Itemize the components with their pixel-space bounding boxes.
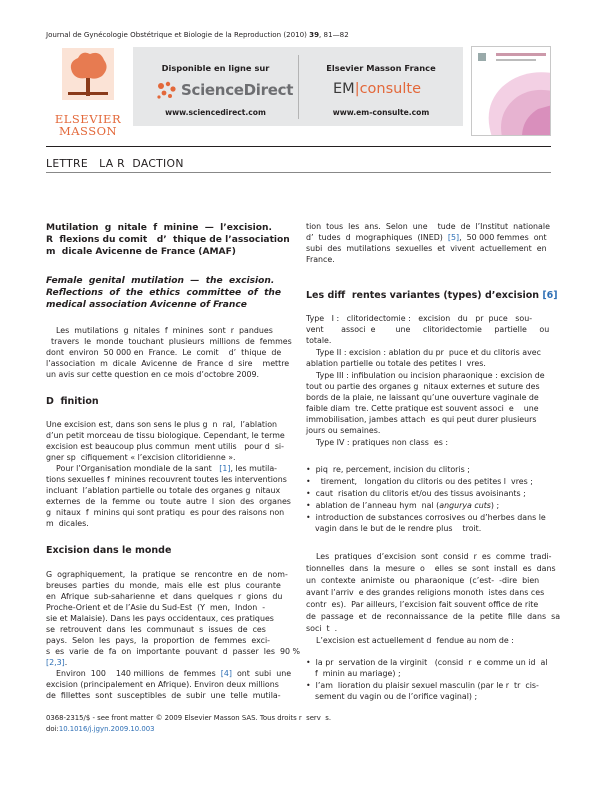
world-line: s es varie de fa on importante pouvant d passer les 90 % <box>46 647 301 656</box>
definition-line: incluant l’ablation partielle ou totale des organes g nitaux <box>46 486 281 495</box>
definition-line: Une excision est, dans son sens le plus g n ral, l’ablation <box>46 420 278 429</box>
section-rule <box>46 172 551 173</box>
variants-line: Type I : clitoridectomie : excision du pr puce sou- <box>306 314 533 323</box>
definition-line: externes de la femme ou toute autre l sion des organes <box>46 497 291 506</box>
world-line: [2,3]. <box>46 658 68 667</box>
section-heading: LETTRE LA R DACTION <box>46 157 184 170</box>
doi-link[interactable]: 10.1016/j.jgyn.2009.10.003 <box>58 725 155 733</box>
definition-line: Pour l’Organisation mondiale de la sant [1], les mutila- <box>46 464 278 473</box>
variants-line: Type IV : pratiques non class es : <box>306 438 448 447</box>
banner-right-title: Elsevier Masson France <box>326 63 436 73</box>
world-line: G ographiquement, la pratique se rencontre en de nom- <box>46 570 288 579</box>
bullet-item-cont: sement du vagin ou de l’orifice vaginal) ; <box>315 692 478 701</box>
bullet-item: • introduction de substances corrosives ou d’herbes dans le <box>306 513 546 522</box>
world-heading: Excision dans le monde <box>46 545 172 556</box>
availability-banner <box>133 47 463 126</box>
bullet-item: • piq re, percement, incision du clitoris ; <box>306 465 470 474</box>
right-line: France. <box>306 255 335 264</box>
definition-line: excision est beaucoup plus commun ment utilis pour d si- <box>46 442 284 451</box>
title-fr-2: R flexions du comit d’ thique de l’association <box>46 235 290 245</box>
title-en-3: medical association Avicenne of France <box>46 300 247 310</box>
title-en-2: Reflections of the ethics committee of the <box>46 288 282 298</box>
world-line: breuses parties du monde, mais elle est plus courante <box>46 581 281 590</box>
reference-link-4[interactable]: [4] <box>220 669 232 678</box>
practice-line: de passage et de reconnaissance de la petite fille dans sa <box>306 612 561 621</box>
bullet-item-cont: vagin dans le but de le rendre plus troit. <box>315 524 482 533</box>
variants-line: ablation partielle ou totale des petites l vres. <box>306 359 486 368</box>
em-consulte-url[interactable]: www.em-consulte.com <box>332 108 430 117</box>
bullet-item: • ablation de l’anneau hym nal (angurya cuts) ; <box>306 501 500 510</box>
world-line: Environ 100 140 millions de femmes [4] ont subi une <box>46 669 292 678</box>
journal-cover-thumbnail <box>471 46 551 136</box>
bullet-item-cont: f minin au mariage) ; <box>315 669 401 678</box>
elsevier-tree-icon <box>62 48 114 100</box>
variants-line: Type II : excision : ablation du pr puce et du clitoris avec <box>306 348 541 357</box>
world-line: pays. Selon les pays, la proportion de femmes exci- <box>46 636 271 645</box>
abstract-line: dont environ 50 000 en France. Le comit d’ thique de <box>46 348 282 357</box>
right-line: subi des mutilations sexuelles et vivent actuellement en <box>306 244 547 253</box>
right-line: d’ tudes d mographiques (INED) [5], 50 000 femmes ont <box>306 233 547 242</box>
banner-left-title: Disponible en ligne sur <box>161 63 270 73</box>
sciencedirect-url[interactable]: www.sciencedirect.com <box>165 108 266 117</box>
variants-line: bords de la plaie, ne laissant qu’une ouverture vaginale de <box>306 393 539 402</box>
world-line: de fillettes sont susceptibles de subir une telle mutila- <box>46 691 281 700</box>
world-line: Proche-Orient et de l’Asie du Sud-Est (Y men, Indon - <box>46 603 266 612</box>
practice-line: soci t . <box>306 624 338 633</box>
variants-line: totale. <box>306 336 332 345</box>
reference-link-5[interactable]: [5] <box>447 233 460 242</box>
variants-line: vent associ e une clitoridectomie partielle ou <box>306 325 550 334</box>
right-line: tion tous les ans. Selon une tude de l’Institut nationale <box>306 222 550 231</box>
definition-line: m dicales. <box>46 519 89 528</box>
header-rule <box>46 146 551 147</box>
practice-line: avant l’arriv e des grandes religions monoth istes dans ces <box>306 588 545 597</box>
practice-line: Les pratiques d’excision sont consid r es comme tradi- <box>306 552 552 561</box>
definition-line: tions sexuelles f minines recouvrent toutes les interventions <box>46 475 287 484</box>
practice-line: L’excision est actuellement d fendue au nom de : <box>306 636 514 645</box>
definition-line: gner sp cifiquement « l’excision clitoridienne ». <box>46 453 236 462</box>
definition-line: g nitaux f minins qui sont pratiqu es pour des raisons non <box>46 508 285 517</box>
reference-link-1[interactable]: [1] <box>219 464 231 473</box>
title-fr-1: Mutilation g nitale f minine — l’excision. <box>46 223 272 233</box>
abstract-line: l’association m dicale Avicenne de France d sire mettre <box>46 359 290 368</box>
bullet-item: • la pr servation de la virginit (consid r e comme un id al <box>306 658 548 667</box>
logo-line-1: ELSEVIER <box>54 112 122 126</box>
variants-line: Type III : infibulation ou incision pharaonique : excision de <box>306 371 545 380</box>
sciencedirect-wordmark: ScienceDirect <box>181 81 294 99</box>
bullet-item: • caut risation du clitoris et/ou des tissus avoisinants ; <box>306 489 526 498</box>
variants-line: jours ou semaines. <box>306 426 381 435</box>
reference-link-6[interactable]: [6] <box>542 290 558 301</box>
variants-heading: Les diff rentes variantes (types) d’excision [6] <box>306 290 558 301</box>
title-fr-3: m dicale Avicenne de France (AMAF) <box>46 247 236 257</box>
world-line: se retrouvent dans les communaut s issues de ces <box>46 625 266 634</box>
journal-citation: Journal de Gynécologie Obstétrique et Biologie de la Reproduction (2010) 39, 81—82 <box>46 30 349 39</box>
reference-link-2-3[interactable]: [2,3] <box>46 658 65 667</box>
sciencedirect-logo[interactable] <box>155 78 294 104</box>
sciencedirect-icon <box>155 78 179 102</box>
title-en-1: Female genital mutilation — the excision. <box>46 276 275 286</box>
bullet-item: • tirement, longation du clitoris ou des petites l vres ; <box>306 477 533 486</box>
world-line: sie et Malaisie). Dans les pays occidentaux, ces pratiques <box>46 614 274 623</box>
abstract-line: un avis sur cette question en ce mois d’octobre 2009. <box>46 370 260 379</box>
bullet-item: • l’am lioration du plaisir sexuel masculin (par le r tr cis- <box>306 681 539 690</box>
world-line: excision (principalement en Afrique). Environ deux millions <box>46 680 279 689</box>
cover-art-icon <box>472 47 551 136</box>
definition-line: d’un petit morceau de tissu biologique. Cependant, le terme <box>46 431 285 440</box>
doi-line: doi:10.1016/j.jgyn.2009.10.003 <box>46 725 155 733</box>
variants-line: immobilisation, jambes attach es qui peut durer plusieurs <box>306 415 537 424</box>
variants-line: tout ou partie des organes g nitaux externes et suture des <box>306 382 540 391</box>
world-line: en Afrique sub-saharienne et dans quelques r gions du <box>46 592 283 601</box>
em-consulte-logo[interactable]: EM|consulte <box>333 81 421 97</box>
variants-line: faible diam tre. Cette pratique est souvent associ e une <box>306 404 539 413</box>
abstract-line: Les mutilations g nitales f minines sont r pandues <box>46 326 273 335</box>
abstract-line: travers le monde touchant plusieurs millions de femmes <box>46 337 292 346</box>
practice-line: un contexte animiste ou pharaonique (c’est- -dire bien <box>306 576 540 585</box>
practice-line: contr es). Par ailleurs, l’excision fait souvent office de rite <box>306 600 539 609</box>
copyright-line: 0368-2315/$ - see front matter © 2009 Elsevier Masson SAS. Tous droits r serv s. <box>46 714 332 722</box>
practice-line: tionnelles dans la mesure o elles se sont install es dans <box>306 564 556 573</box>
logo-line-2: MASSON <box>58 124 118 138</box>
definition-heading: D finition <box>46 396 99 407</box>
